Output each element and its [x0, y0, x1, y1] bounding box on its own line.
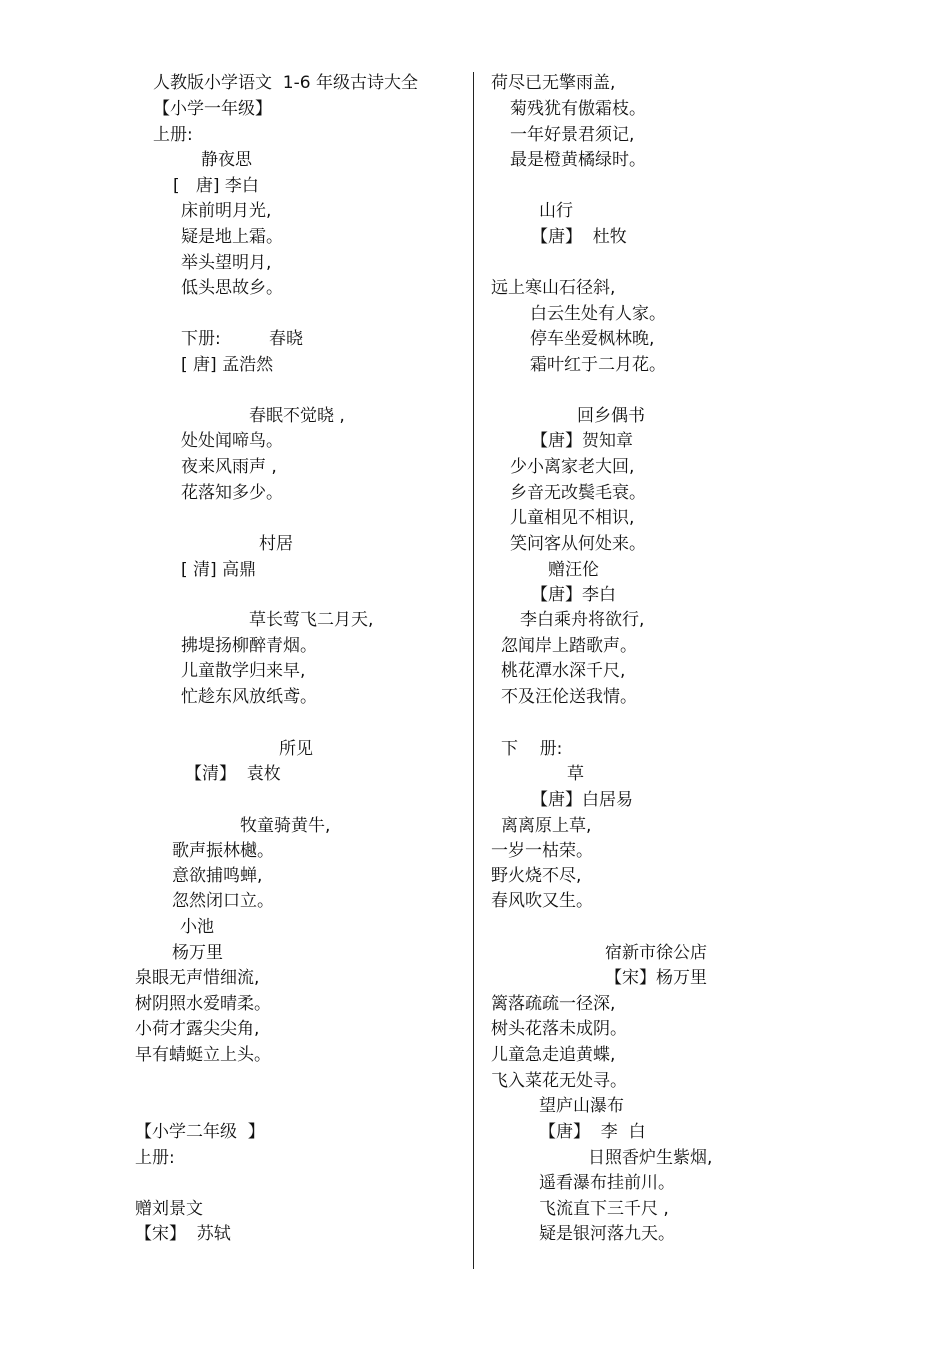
poem-line: 离离原上草, [501, 816, 592, 836]
poem-author: [ 唐] 孟浩然 [181, 355, 274, 375]
poem-line: 草长莺飞二月天, [249, 610, 374, 630]
poem-line: 忽闻岸上踏歌声。 [501, 636, 637, 656]
poem-line: 疑是地上霜。 [181, 227, 283, 247]
poem-line: 日照香炉生紫烟, [588, 1148, 713, 1168]
poem-author: [ 唐] 李白 [173, 176, 259, 196]
poem-line: 最是橙黄橘绿时。 [510, 150, 646, 170]
poem-title: 赠刘景文 [135, 1199, 203, 1219]
poem-line: 忙趁东风放纸鸢。 [181, 687, 317, 707]
poem-line: 疑是银河落九天。 [539, 1224, 675, 1244]
poem-line: 篱落疏疏一径深, [491, 994, 616, 1014]
poem-line: 早有蜻蜓立上头。 [135, 1045, 271, 1065]
poem-line: 拂堤扬柳醉青烟。 [181, 636, 317, 656]
poem-line: 春眠不觉晓 , [249, 406, 345, 426]
poem-line: 泉眼无声惜细流, [135, 968, 260, 988]
poem-author: 【唐】李白 [531, 585, 616, 605]
poem-line: 花落知多少。 [181, 483, 283, 503]
poem-line: 一年好景君须记, [510, 125, 635, 145]
poem-line: 忽然闭口立。 [172, 891, 274, 911]
poem-author: [ 清] 高鼎 [181, 560, 257, 580]
poem-line: 夜来风雨声 , [181, 457, 277, 477]
poem-line: 低头思故乡。 [181, 278, 283, 298]
poem-line: 霜叶红于二月花。 [530, 355, 666, 375]
poem-title: 村居 [259, 534, 293, 554]
poem-author: 【唐】白居易 [531, 790, 633, 810]
poem-line: 儿童相见不相识, [510, 508, 635, 528]
poem-title: 山行 [539, 201, 573, 221]
poem-line: 远上寒山石径斜, [491, 278, 616, 298]
poem-line: 停车坐爱枫林晚, [530, 329, 655, 349]
poem-title: 春晓 [269, 329, 303, 349]
volume-label: 下 册: [501, 739, 563, 759]
column-divider [473, 72, 474, 1269]
poem-line: 一岁一枯荣。 [491, 841, 593, 861]
poem-line: 李白乘舟将欲行, [520, 610, 645, 630]
volume-label: 上册: [153, 125, 193, 145]
poem-line: 树头花落未成阴。 [491, 1019, 627, 1039]
volume-label: 上册: [135, 1148, 175, 1168]
poem-title: 所见 [279, 739, 313, 759]
poem-line: 举头望明月, [181, 253, 272, 273]
poem-author: 【唐】 杜牧 [531, 227, 627, 247]
grade-heading: 【小学二年级 】 [135, 1122, 265, 1142]
poem-line: 飞流直下三千尺 , [539, 1199, 669, 1219]
poem-line: 歌声振林樾。 [172, 841, 274, 861]
poem-line: 遥看瀑布挂前川。 [539, 1173, 675, 1193]
poem-line: 白云生处有人家。 [530, 304, 666, 324]
poem-author: 【唐】贺知章 [531, 431, 633, 451]
document-title: 人教版小学语文 1-6 年级古诗大全 [153, 73, 418, 93]
poem-title: 静夜思 [201, 150, 252, 170]
poem-title: 草 [567, 764, 584, 784]
poem-title: 小池 [180, 917, 214, 937]
poem-line: 牧童骑黄牛, [240, 816, 331, 836]
poem-author: 【宋】 苏轼 [135, 1224, 231, 1244]
poem-line: 桃花潭水深千尺, [501, 661, 626, 681]
poem-line: 乡音无改鬓毛衰。 [510, 483, 646, 503]
poem-line: 笑问客从何处来。 [510, 534, 646, 554]
poem-line: 荷尽已无擎雨盖, [491, 73, 616, 93]
poem-line: 少小离家老大回, [510, 457, 635, 477]
poem-title: 望庐山瀑布 [539, 1096, 624, 1116]
poem-title: 赠汪伦 [548, 560, 599, 580]
poem-author: 【唐】 李 白 [539, 1122, 646, 1142]
poem-line: 野火烧不尽, [491, 866, 582, 886]
poem-line: 不及汪伦送我情。 [501, 687, 637, 707]
poem-title: 回乡偶书 [577, 406, 645, 426]
poem-line: 菊残犹有傲霜枝。 [510, 99, 646, 119]
grade-heading: 【小学一年级】 [153, 99, 272, 119]
poem-line: 飞入菜花无处寻。 [491, 1071, 627, 1091]
poem-author: 【清】 袁枚 [185, 764, 281, 784]
poem-line: 床前明月光, [181, 201, 272, 221]
poem-line: 树阴照水爱晴柔。 [135, 994, 271, 1014]
poem-line: 儿童散学归来早, [181, 661, 306, 681]
poem-line: 处处闻啼鸟。 [181, 431, 283, 451]
poem-line: 春风吹又生。 [491, 891, 593, 911]
poem-line: 儿童急走追黄蝶, [491, 1045, 616, 1065]
poem-line: 小荷才露尖尖角, [135, 1019, 260, 1039]
poem-line: 意欲捕鸣蝉, [172, 866, 263, 886]
poem-author: 杨万里 [172, 943, 223, 963]
poem-title: 宿新市徐公店 [605, 943, 707, 963]
poem-author: 【宋】杨万里 [605, 968, 707, 988]
volume-label: 下册: [181, 329, 221, 349]
